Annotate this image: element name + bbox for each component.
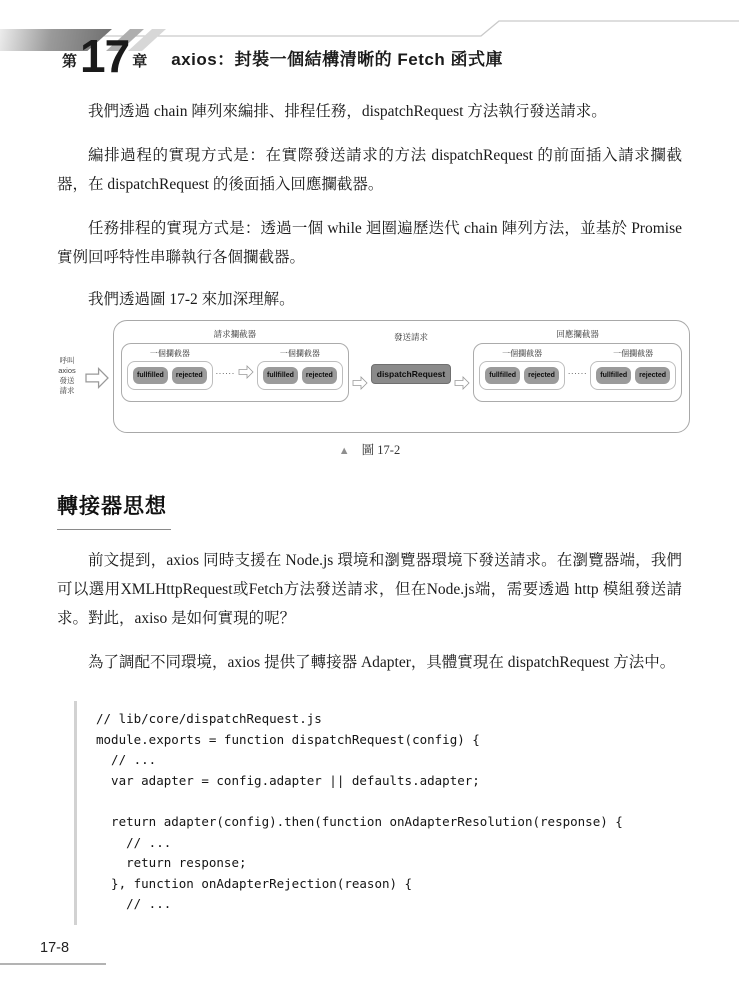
interceptor-group: 一個攔截器 fullfilled rejected <box>590 345 676 390</box>
rejected-box: rejected <box>635 367 670 384</box>
flow-arrow-icon <box>84 367 110 389</box>
call-axios-label: 呼叫 axios 發送 請求 <box>58 356 76 395</box>
dispatch-request-section <box>371 324 452 384</box>
ellipsis-dots: ...... <box>215 367 236 376</box>
response-interceptors-section <box>473 324 682 402</box>
interceptor-group: 一個攔截器 fullfilled rejected <box>127 345 213 390</box>
intro-text <box>57 97 682 314</box>
pipeline-frame <box>113 320 690 433</box>
ellipsis-dots: ...... <box>567 367 588 376</box>
chapter-suffix: 章 <box>132 53 148 70</box>
rejected-box: rejected <box>302 367 337 384</box>
paragraph: 前文提到，axios 同時支援在 Node.js 環境和瀏覽器環境下發送請求。在瀏覽器端，我們可以選用XMLHttpRequest或Fetch方法發送請求，但在Node.js端，需要透過 http 模組發送請求。對此，axiso 是如何實現的呢？ <box>57 552 682 627</box>
request-interceptors-box <box>121 343 349 402</box>
code-line: // ... <box>96 896 172 912</box>
paragraph: 我們透過 chain 陣列來編排、排程任務，dispatchRequest 方法執行發送請求。 <box>88 103 607 120</box>
footer-rule <box>0 963 106 965</box>
flow-arrow-icon <box>352 376 368 390</box>
triangle-marker-icon: ▲ <box>338 445 350 457</box>
code-line: }, function onAdapterRejection(reason) { <box>96 875 413 891</box>
code-line: return response; <box>96 855 247 871</box>
chapter-prefix: 第 <box>62 53 78 70</box>
code-line: // lib/core/dispatchRequest.js <box>96 711 322 726</box>
section-heading: 轉接器思想 <box>57 490 171 530</box>
chapter-number: 17 <box>80 30 130 82</box>
code-block <box>74 701 696 925</box>
dispatch-request-box: dispatchRequest <box>371 364 452 384</box>
flow-arrow-icon <box>454 376 470 390</box>
fulfilled-box: fullfilled <box>485 367 520 384</box>
section-title: 回應攔截器 <box>556 329 599 339</box>
fulfilled-box: fullfilled <box>133 367 168 384</box>
fulfilled-box: fullfilled <box>596 367 631 384</box>
paragraph: 為了調配不同環境，axios 提供了轉接器 Adapter，具體實現在 dispatchRequest 方法中。 <box>88 654 676 671</box>
paragraph: 我們透過圖 17-2 來加深理解。 <box>88 291 295 308</box>
request-interceptors-section <box>121 324 349 402</box>
fulfilled-box: fullfilled <box>263 367 298 384</box>
figure-17-2 <box>50 320 690 432</box>
chapter-header <box>62 30 503 82</box>
code-line: module.exports = function dispatchRequest(config) { <box>96 731 480 747</box>
paragraph: 編排過程的實現方式是：在實際發送請求的方法 dispatchRequest 的前面插入請求攔截器，在 dispatchRequest 的後面插入回應攔截器。 <box>57 147 682 193</box>
figure-caption <box>0 440 739 458</box>
interceptor-group: 一個攔截器 fullfilled rejected <box>257 345 343 390</box>
interceptor-group: 一個攔截器 fullfilled rejected <box>479 345 565 390</box>
rejected-box: rejected <box>524 367 559 384</box>
code-line: // ... <box>96 834 172 850</box>
chapter-title: axios：封裝一個結構清晰的 Fetch 函式庫 <box>171 50 503 69</box>
code-line: var adapter = config.adapter || defaults.adapter; <box>96 772 480 788</box>
code-line <box>96 791 696 812</box>
response-interceptors-box <box>473 343 682 402</box>
send-request-label: 發送請求 <box>393 332 428 342</box>
code-line: return adapter(config).then(function onAdapterResolution(response) { <box>96 813 623 829</box>
section-title: 請求攔截器 <box>213 329 257 339</box>
adapter-text <box>57 546 682 677</box>
page-number: 17-8 <box>40 940 70 956</box>
paragraph: 任務排程的實現方式是：透過一個 while 迴圈遍歷迭代 chain 陣列方法，並基於 Promise 實例回呼特性串聯執行各個攔截器。 <box>57 220 682 266</box>
rejected-box: rejected <box>172 367 207 384</box>
flow-arrow-icon <box>238 365 254 379</box>
code-line: // ... <box>96 752 157 768</box>
figure-caption-text: 圖 17-2 <box>361 443 401 457</box>
